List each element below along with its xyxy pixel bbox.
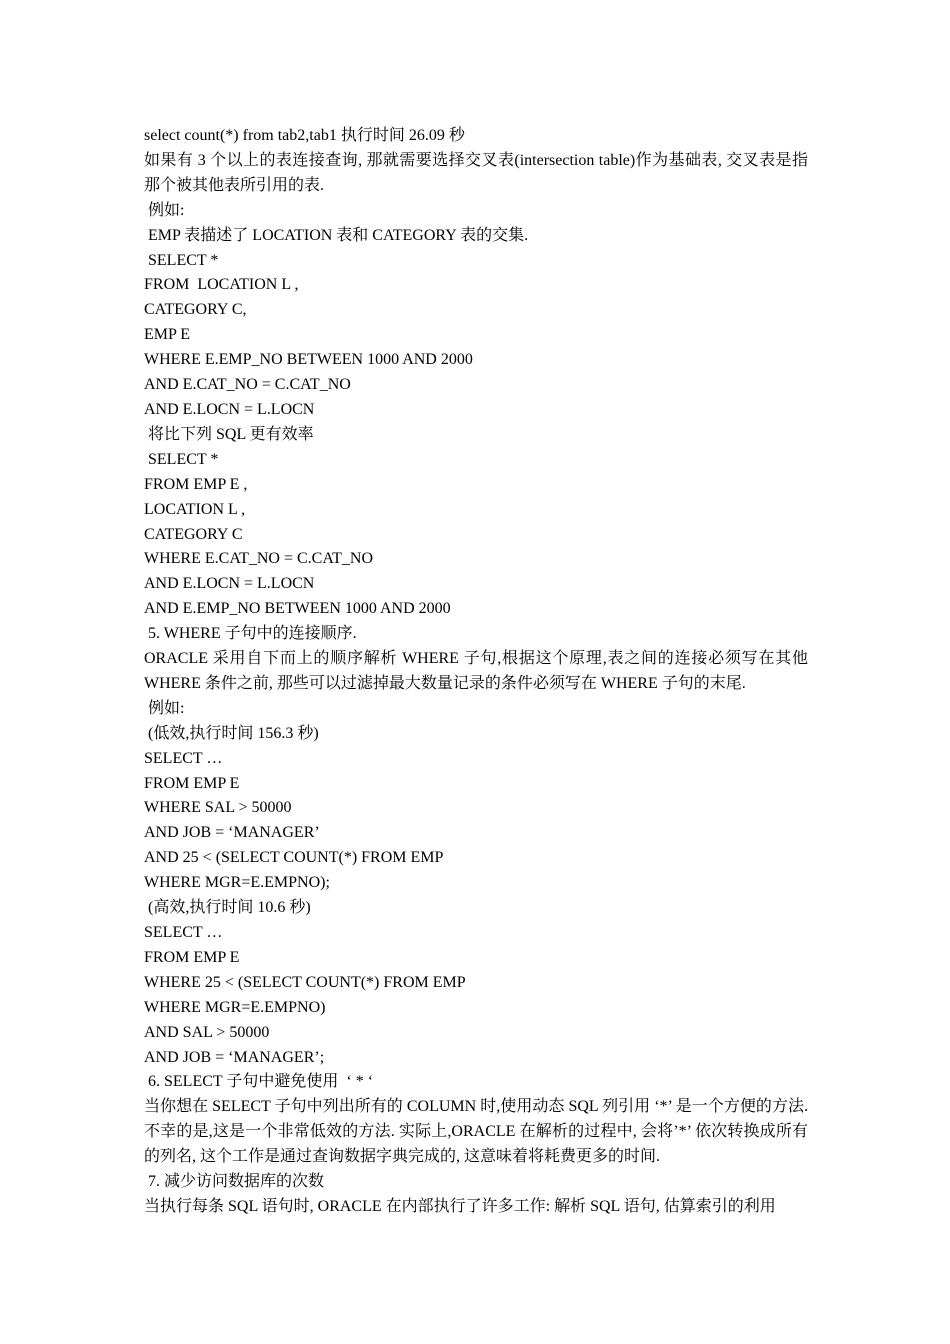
code-line: AND SAL > 50000 <box>144 1023 270 1041</box>
code-line: WHERE 25 < (SELECT COUNT(*) FROM EMP <box>144 973 466 991</box>
code-line: CATEGORY C <box>144 525 243 543</box>
section-heading: 7. 减少访问数据库的次数 <box>144 1173 325 1191</box>
section-heading: 5. WHERE 子句中的连接顺序. <box>144 625 357 643</box>
code-line: WHERE MGR=E.EMPNO) <box>144 998 326 1016</box>
code-line: LOCATION L , <box>144 500 246 518</box>
text-line: select count(*) from tab2,tab1 执行时间 26.09 秒 <box>144 127 465 144</box>
document-body <box>144 124 808 1220</box>
text-line: (低效,执行时间 156.3 秒) <box>144 724 319 742</box>
text-line: 当执行每条 SQL 语句时, ORACLE 在内部执行了许多工作: 解析 SQL 语句, 估算索引的利用 <box>144 1197 776 1215</box>
code-line: AND E.LOCN = L.LOCN <box>144 575 315 593</box>
code-line: EMP E <box>144 326 191 344</box>
code-line: SELECT * <box>144 251 219 269</box>
text-line: EMP 表描述了 LOCATION 表和 CATEGORY 表的交集. <box>144 226 529 244</box>
code-line: SELECT * <box>144 450 219 468</box>
text-paragraph: ORACLE 采用自下而上的顺序解析 WHERE 子句,根据这个原理,表之间的连接必须写在其他 WHERE 条件之前, 那些可以过滤掉最大数量记录的条件必须写在 WHERE 子句的末尾. <box>144 650 808 692</box>
text-paragraph: 如果有 3 个以上的表连接查询, 那就需要选择交叉表(intersection table)作为基础表, 交叉表是指那个被其他表所引用的表. <box>144 151 808 194</box>
code-line: FROM EMP E , <box>144 475 248 493</box>
code-line: FROM EMP E <box>144 948 240 966</box>
text-line: 例如: <box>144 699 185 717</box>
code-line: WHERE E.CAT_NO = C.CAT_NO <box>144 550 374 568</box>
code-line: AND JOB = ‘MANAGER’ <box>144 824 320 842</box>
code-line: SELECT … <box>144 749 223 767</box>
code-line: AND E.LOCN = L.LOCN <box>144 400 315 418</box>
text-line: 例如: <box>144 201 185 219</box>
code-line: AND E.CAT_NO = C.CAT_NO <box>144 376 351 394</box>
code-line: FROM EMP E <box>144 774 240 792</box>
text-line: (高效,执行时间 10.6 秒) <box>144 899 311 917</box>
text-paragraph: 当你想在 SELECT 子句中列出所有的 COLUMN 时,使用动态 SQL 列引用 ‘*’ 是一个方便的方法.不幸的是,这是一个非常低效的方法. 实际上,ORACLE 在解析的过程中, 会将’*’ 依次转换成所有的列名, 这个工作是通过查询数据字典完成的, 这意味着将耗费更多的时间. <box>144 1098 808 1166</box>
code-line: SELECT … <box>144 924 223 941</box>
code-line: AND JOB = ‘MANAGER’; <box>144 1048 325 1066</box>
section-heading: 6. SELECT 子句中避免使用 ‘ * ‘ <box>144 1073 374 1091</box>
code-line: CATEGORY C, <box>144 301 247 319</box>
code-line: WHERE MGR=E.EMPNO); <box>144 874 330 892</box>
code-line: AND 25 < (SELECT COUNT(*) FROM EMP <box>144 849 444 867</box>
code-line: AND E.EMP_NO BETWEEN 1000 AND 2000 <box>144 600 451 618</box>
code-line: FROM LOCATION L , <box>144 276 299 294</box>
text-line: 将比下列 SQL 更有效率 <box>144 425 314 443</box>
code-line: WHERE SAL > 50000 <box>144 799 292 817</box>
code-line: WHERE E.EMP_NO BETWEEN 1000 AND 2000 <box>144 351 473 369</box>
